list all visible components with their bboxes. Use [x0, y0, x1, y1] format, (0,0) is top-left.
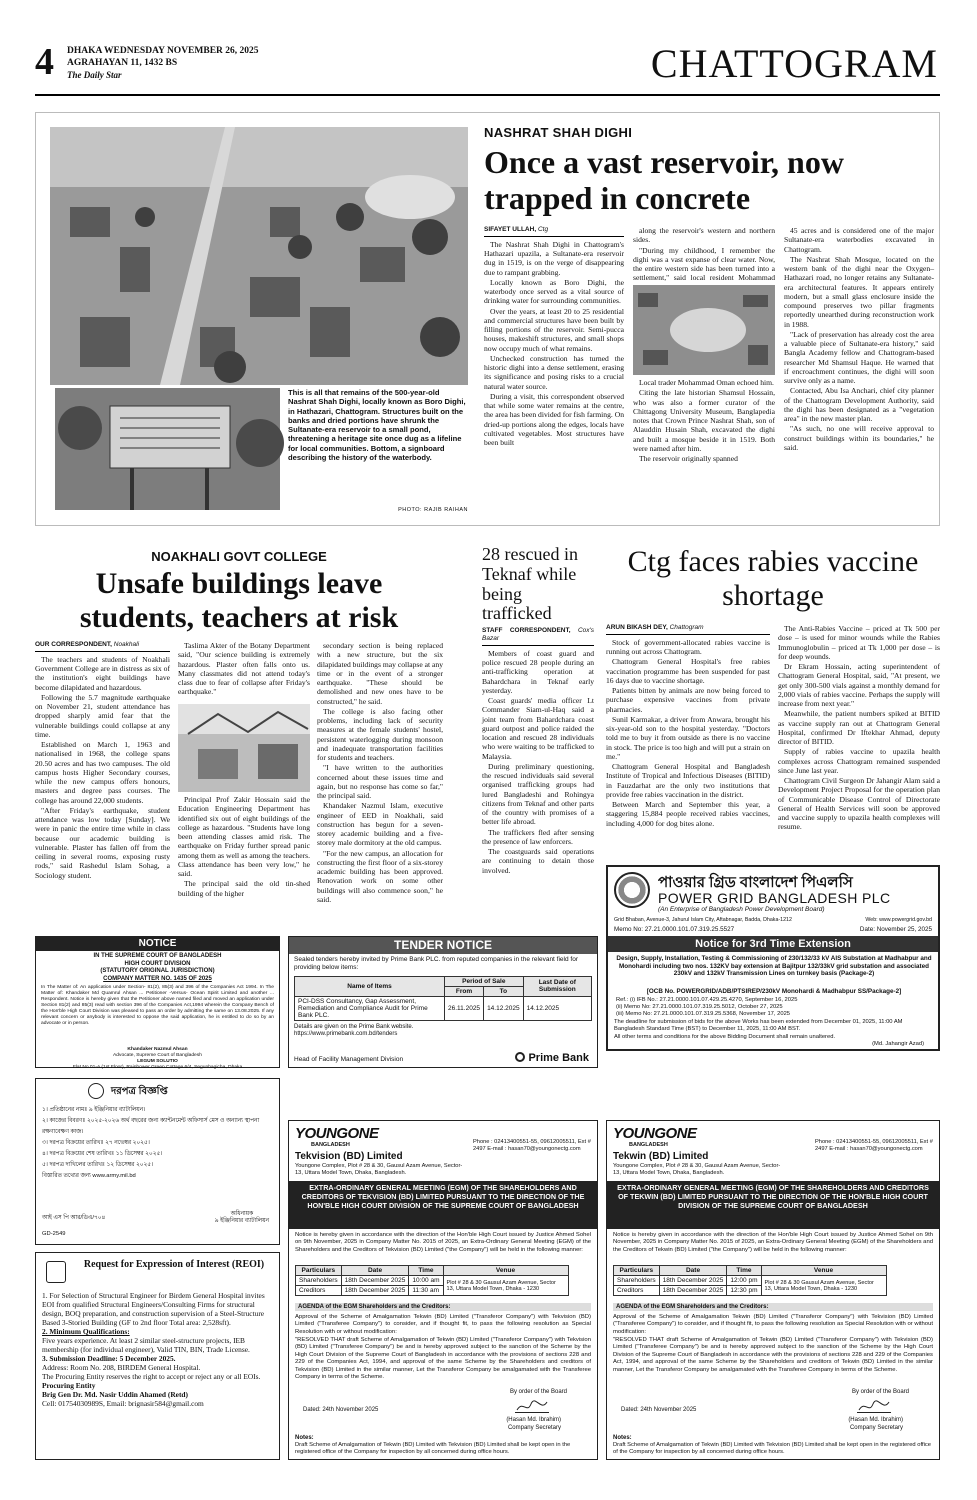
egm-col-venue: Venue	[761, 1266, 886, 1276]
college-kicker: NOAKHALI GOVT COLLEGE	[151, 549, 327, 564]
college-paragraph: Established on March 1, 1963 and nationalised in 1968, the college spans 20.50 acres and has two campuses. The old campus hosts Higher Secondary courses, while the new campus offers honours, masters and degree pass courses. The college has around 22,000 students.	[35, 740, 170, 805]
reoi-body	[42, 1291, 276, 1408]
reoi-item-1: 1. For Selection of Structural Engineer for Birdem General Hospital invites EOI from qualified Structural Engineers/Consulting Firms for structural design, BOQ preparation, and construction supervision of a Steel-Structure Based 3-Storied Building (GF to 2nd floor Total area: 2,528sft).	[42, 1291, 265, 1328]
egm-notes-title: Notes:	[295, 1435, 314, 1441]
reoi-notice	[35, 1252, 280, 1460]
power-grid-ad	[606, 865, 940, 1051]
lead-column-2-top	[633, 226, 775, 284]
table-row	[296, 1276, 569, 1286]
prime-bank-icon	[515, 1052, 525, 1062]
egm-designation: Company Secretary	[507, 1425, 561, 1431]
bangla-notice-line: ৪। দরপত্র বিক্রয়ের শেষ তারিখঃ ১১ ডিসেম্বর ২০২৫।	[42, 1151, 163, 1157]
college-paragraph: Following the 5.7 magnitude earthquake on November 21, student attendance has dropped sharply amid fear that the vulnerable buildings could collapse at any time.	[35, 692, 170, 739]
tender-last-date: 14.12.2025	[523, 996, 591, 1020]
tender-from: 26.11.2025	[445, 996, 484, 1020]
lead-paragraph: The Nashrat Shah Dighi in Chattogram's Hathazari upazila, a Sultanate-era reservoir dug in 1519, is on the verge of disappearing due to rampant grabbing.	[484, 239, 624, 277]
bangla-notice-line: বিস্তারিত তথ্যের জন্য www.army.mil.bd	[42, 1173, 136, 1179]
power-grid-website[interactable]: Web: www.powergrid.gov.bd	[865, 917, 932, 923]
college-byline: OUR CORRESPONDENT, Noakhali	[35, 641, 170, 652]
reoi-item-2: Five years experience. At least 2 similar steel-structure projects, IEB membership (for individual engineer), Valid TIN, BIN, Trade License.	[42, 1336, 250, 1355]
power-grid-company: POWER GRID BANGLADESH PLC	[658, 890, 891, 906]
egm-designation: Company Secretary	[849, 1425, 903, 1431]
egm-venue: Plot # 28 & 30 Gausul Azam Avenue, Sector 13, Uttara Model Town, Dhaka - 1230	[443, 1276, 568, 1296]
youngone-brand: YOUNGONE	[295, 1125, 379, 1142]
rabies-headline: Ctg faces rabies vaccine shortage	[627, 545, 919, 612]
header-rule	[35, 94, 940, 96]
tender-title: TENDER NOTICE	[289, 937, 597, 954]
egm-col-particulars: Particulars	[296, 1266, 342, 1276]
bangla-notice-line: ৫। দরপত্র দাখিলের তারিখঃ ১২ ডিসেম্বর ২০২৫।	[42, 1162, 154, 1168]
reoi-title: Request for Expression of Interest (REOI)	[83, 1259, 265, 1270]
power-grid-logo-icon	[614, 872, 650, 908]
egm-signatory: (Hasan Md. Ibrahim)	[848, 1417, 903, 1423]
egm-notes: Draft Scheme of Amalgamation of Tekwin (BD) Limited with Tekvision (BD) Limited shall be kept open in the registered office of the Company for inspection by all concerned during office hours.	[613, 1442, 932, 1455]
bangla-notice-lines	[42, 1105, 276, 1182]
teknaf-body	[482, 627, 594, 931]
lead-paragraph: Citing the late historian Shamsul Hossain, who was also a former curator of the Chittagong University Museum, Banglapedia notes that Crown Prince Nashrat Shah, son of Alauddin Husain Shah, excavated the dighi and built a mosque beside it in 1519. Both were named after him.	[633, 388, 775, 453]
college-paragraph: "After Friday's earthquake, student attendance was low today [Sunday]. We were in panic the entire time while in class because our academic building is vulnerable. Plaster has fallen off from the ceiling in several rooms, exposing rusty rods," said Rashedul Islam Sohag, a Sociology student.	[35, 805, 170, 880]
teknaf-paragraph: The coastguards said operations are continuing to detain those involved.	[482, 847, 594, 875]
college-paragraph: "I have written to the authorities concerned about these issues time and again, but no response has come so far," the principal said.	[317, 763, 443, 800]
tender-notice	[288, 936, 598, 1068]
egm-cell: Shareholders	[296, 1276, 342, 1286]
college-column-3	[317, 641, 443, 931]
rabies-paragraph: Patients bitten by animals are now being forced to purchase expensive vaccines from private pharmacies.	[606, 686, 770, 714]
bangla-notice-title: দরপত্র বিজ্ঞপ্তি	[111, 1086, 168, 1097]
reoi-contact-name: Brig Gen Dr. Md. Nasir Uddin Ahamed (Retd)	[42, 1390, 188, 1400]
signature-icon	[515, 1399, 549, 1413]
youngone-logo	[613, 1125, 697, 1148]
rabies-paragraph: Between March and September this year, a staggering 15,884 people received rabies vaccines, including 4,000 for dog bites alone.	[606, 800, 770, 828]
aerial-photo	[50, 127, 468, 385]
bangla-notice-line: ১। প্রতিষ্ঠানের নামঃ ৯ ইঞ্জিনিয়ার ব্যাটালিয়ন।	[42, 1107, 146, 1113]
egm-resolution: "RESOLVED THAT draft Scheme of Amalgamation of Tekwin (BD) Limited ("Transferor Company") with Tekvision (BD) Limited ("Transferee Company") be and is hereby approved subject to the sanction of the Scheme by the High Court Division of the Supreme Court of Bangladesh in accordance with the provisions of sections 228 and 229 of the Companies Act, 1994, and approval of the same Scheme by the Shareholders and creditors of Tekwin (BD) Limited in the similar manner, Let the Transferor Company be amalgamated with the Transferee Company in terms of the Scheme.	[613, 1337, 933, 1373]
egm-venue: Plot # 28 & 30 Gausul Azam Avenue, Sector 13, Uttara Model Town, Dhaka - 1230	[761, 1276, 886, 1296]
egm-notes-title: Notes:	[613, 1435, 632, 1441]
egm-company-name: Tekwin (BD) Limited	[613, 1151, 709, 1162]
teknaf-paragraph: Coast guards' media officer Lt Commander Siam-ul-Haq said a joint team from Bahardchara coast guard outpost and police raided the location and rescued 28 individuals who were waiting to be trafficked to Malaysia.	[482, 696, 594, 761]
advocate-role: Advocate, Supreme Court of Bangladesh	[113, 1052, 202, 1058]
rabies-paragraph: Chattogram General Hospital and Bangladesh Institute of Tropical and Infectious Diseases (BITID) in Fauzdarhat are the only two institutions that provide free rabies vaccination in the district.	[606, 762, 770, 799]
lead-byline: SIFAYET ULLAH, Ctg	[484, 226, 624, 237]
college-column-2-bottom	[178, 795, 310, 931]
college-column-2-top	[178, 641, 310, 703]
egm-notice-text: Notice is hereby given in accordance with the direction of the Hon'ble High Court issued by Justice Ahmed Sohel on 9th November, 2025 in Company Matter No. 2015 of 2025, an Extra-Ordinary General Meeting (EGM) of the Shareholders and the Creditors of Tekvision (BD) Limited ("the Company") will be held in the following manner:	[295, 1232, 591, 1253]
lead-paragraph: Locally known as Boro Dighi, the waterbody once served as a vital source of drinking water for surrounding communities.	[484, 277, 624, 306]
tender-col-from: From	[445, 986, 484, 996]
egm-cell: 18th December 2025	[341, 1276, 409, 1286]
college-paragraph: "For the new campus, an allocation for constructing the first floor of a six-storey academic building has been approved. Renovation work on some other buildings will also commence soon," he said.	[317, 848, 443, 904]
college-paragraph: The principal said the old tin-shed building of the higher	[178, 879, 310, 898]
power-grid-refs	[616, 997, 936, 1019]
egm-banner: EXTRA-ORDINARY GENERAL MEETING (EGM) OF THE SHAREHOLDERS AND CREDITORS OF TEKVISION (BD) LIMITED PURSUANT TO THE DIRECTION OF THE HON'BLE HIGH COURT DIVISION OF THE SUPREME COURT OF BANGLADESH	[289, 1181, 597, 1229]
rabies-paragraph: Meanwhile, the patient numbers spiked at BITID as vaccine supply ran out at Chattogram General Hospital, confirmed Dr Iftekhar Ahmad, deputy director of BITID.	[778, 709, 940, 746]
egm-col-particulars: Particulars	[614, 1266, 660, 1276]
reoi-item-3: 3. Submission Deadline: 5 December 2025.	[42, 1354, 176, 1364]
page-header	[35, 42, 940, 90]
lead-paragraph: "Lack of preservation has already cost the area a valuable piece of Sultanate-era history," said Bangla Academy fellow and Chattogram-based researcher Md Shamsul Haque. He warned that if encroachment continues, the dighi will soon survive only as a name.	[784, 329, 934, 385]
section-title: CHATTOGRAM	[650, 41, 938, 86]
tender-intro: Sealed tenders hereby invited by Prime Bank PLC. from reputed companies in the relevant field for providing below items:	[294, 956, 578, 971]
egm-board-order: By order of the Board	[509, 1389, 567, 1395]
power-grid-date: Date: November 25, 2025	[859, 926, 932, 933]
reoi-address: Address: Room No. 208, BIRDEM General Hospital.	[42, 1363, 201, 1373]
lead-paragraph: During a visit, this correspondent observed that while some water remains at the centre, the area has been divided for fish farming. On dried-up portions along the edges, locals have cultivated vegetables. Most structures have been built	[484, 391, 624, 448]
power-grid-address: Grid Bhaban, Avenue-3, Jahurul Islam City, Aftabnagar, Badda, Dhaka-1212	[614, 917, 792, 923]
power-grid-ref: (ii) Memo No: 27.21.0000.101.07.319.25.5012, October 27, 2025	[616, 1004, 783, 1011]
dighi-inset-photo	[633, 285, 775, 375]
power-grid-bangla-name: পাওয়ার গ্রিড বাংলাদেশ পিএলসি	[658, 874, 853, 891]
egm-company-address: Youngone Complex, Plot # 28 & 30, Gausul Azam Avenue, Sector- 13, Uttara Model Town, Dhaka, Bangladesh.	[613, 1163, 781, 1177]
power-grid-ref: (iii) Memo No: 27.21.0000.101.07.319.25.5368, November 17, 2025	[616, 1011, 791, 1018]
signature-scribble	[857, 1400, 891, 1414]
egm-notes: Draft Scheme of Amalgamation of Tekwin (BD) Limited with Tekvision (BD) Limited shall be kept open in the registered office of the Company for inspection by all concerned during office hours.	[295, 1442, 571, 1455]
court-heading	[36, 951, 279, 983]
power-grid-notice-title: Notice for 3rd Time Extension	[608, 936, 938, 952]
egm-meeting-table	[295, 1265, 569, 1296]
tender-col-period: Period of Sale	[445, 976, 524, 986]
bangla-ref: আই এস পি আর/ডিএ/৭০৪	[42, 1215, 106, 1221]
page-number: 4	[35, 41, 54, 83]
power-grid-memo: Memo No: 27.21.0000.101.07.319.25.5527	[614, 926, 735, 933]
teknaf-paragraph: The traffickers fled after sensing the presence of law enforcers.	[482, 827, 594, 846]
law-firm-address: Flat No.01-A (1st Floor), Rainbower Green Cottage 6/4, Segunbagicha, Dhaka	[72, 1064, 243, 1070]
table-row	[295, 996, 592, 1020]
court-jurisdiction: (STATUTORY ORIGINAL JURISDICTION)	[100, 968, 215, 974]
rabies-paragraph: The Anti-Rabies Vaccine – priced at Tk 500 per dose – is used for minor wounds while the Rabies Immunoglobulin – priced at Tk 1,000 per dose – is for deep wounds.	[778, 624, 940, 661]
signature-scribble	[515, 1400, 549, 1414]
court-division: HIGH COURT DIVISION	[124, 960, 191, 967]
egm-meeting-table	[613, 1265, 887, 1296]
college-paragraph: secondary section is being replaced with a new structure, but the six dilapidated buildings may collapse at any time or in the event of a stronger earthquake. "These should be demolished and new ones have to be constructed," he said.	[317, 641, 443, 706]
bangla-date-line: AGRAHAYAN 11, 1432 BS	[67, 58, 178, 68]
photo-caption: This is all that remains of the 500-year-old Nashrat Shah Dighi, locally known as Boro Dighi, in Hathazari, Chattogram. Structures built on the banks and dried portions have shrunk the Sultanate-era reservoir to a small pond, threatening a heritage site once dug as a lifeline for local communities. Bottom, a signboard describing the history of the waterbody.	[288, 388, 466, 462]
court-advocate	[36, 1047, 279, 1071]
egm-col-date: Date	[659, 1266, 727, 1276]
college-headline: Unsafe buildings leave students, teachers at risk	[79, 567, 399, 634]
aerial-photo-illustration	[50, 127, 468, 385]
signboard-illustration	[55, 388, 280, 510]
egm-resolution: "RESOLVED THAT draft Scheme of Amalgamation of Tekwin (BD) Limited ("Transferor Company") with Tekvision (BD) Limited ("Transferee Company") be and is hereby approved subject to the sanction of the Scheme by the High Court Division of the Supreme Court of Bangladesh in accordance with the provisions of sections 228 and 229 of the Companies Act, 1994, and approval of the same Scheme by the Shareholders and creditors of Tekvision (BD) Limited in the similar manner, Let the Transferor Company be amalgamated with the Transferee Company in terms of the Scheme.	[295, 1337, 591, 1380]
egm-tekwin-ad	[606, 1120, 940, 1460]
tender-item: PCI-DSS Consultancy, Gap Assessment, Remediation and Compliance Audit for Prime Bank PLC.	[295, 996, 445, 1020]
bangla-signatory	[215, 1211, 269, 1225]
egm-company-contact: Phone : 02413400551-55, 09612005511, Ext # 2497 E-mail : hasan70@youngonectg.com	[473, 1139, 591, 1153]
prime-bank-logo	[515, 1052, 589, 1064]
rabies-paragraph: Chattogram General Hospital's free rabies vaccination programme has been suspended for past 16 days due to vaccine shortage.	[606, 657, 770, 685]
lead-paragraph: The reservoir originally spanned	[639, 454, 738, 463]
bangla-notice-line: ৩। দরপত্র বিক্রয়ের তারিখঃ ২৭ নভেম্বর ২০২৫।	[42, 1140, 150, 1146]
egm-cell: 12:00 pm	[727, 1276, 761, 1286]
tender-to: 14.12.2025	[484, 996, 524, 1020]
rabies-column-2	[778, 624, 940, 862]
reoi-contact[interactable]: Cell: 01754030989S, Email: brignasir584@gmail.com	[42, 1399, 204, 1409]
egm-dated: Dated: 24th November 2025	[621, 1407, 697, 1413]
lead-paragraph: Contacted, Abu Isa Anchari, chief city planner of the Chattogram Development Authority, said the dighi has been designated as a "vegetation area" in the new master plan.	[784, 386, 934, 423]
court-notice	[35, 936, 280, 1068]
egm-cell: Shareholders	[614, 1276, 660, 1286]
tender-table	[294, 976, 592, 1021]
college-paragraph: The teachers and students of Noakhali Government College are in distress as six of the institution's eight buildings have become dilapidated and hazardous.	[35, 654, 170, 692]
court-name: IN THE SUPREME COURT OF BANGLADESH	[93, 953, 222, 959]
egm-agenda-title: AGENDA of the EGM Shareholders and the Creditors:	[295, 1303, 591, 1311]
lead-paragraph: "During my childhood, I remember the dighi was a vast expanse of clear water. Now, the entire western side has been turned into a settlement," said local resident Mohammad	[633, 245, 775, 283]
egm-company-address: Youngone Complex, Plot # 28 & 30, Gausul Azam Avenue, Sector- 13, Uttara Model Town, Dhaka, Bangladesh.	[295, 1163, 463, 1177]
college-column-1	[35, 641, 170, 931]
company-matter: COMPANY MATTER NO. 1435 OF 2025	[103, 975, 212, 982]
lead-paragraph: "As such, no one will receive approval to construct buildings within its boundaries," he said.	[784, 424, 934, 452]
publication-name: The Daily Star	[67, 70, 122, 80]
lead-column-3	[784, 226, 934, 522]
tender-signatory: Head of Facility Management Division	[294, 1056, 404, 1063]
rabies-paragraph: Supply of rabies vaccine to upazila health complexes across Chattogram remained suspended since June last year.	[778, 747, 940, 775]
lead-paragraph: Unchecked construction has turned the historic dighi into a dense settlement, erasing its significance and posing risks to a crucial natural water source.	[484, 353, 624, 391]
egm-cell: 11:30 am	[409, 1286, 443, 1296]
egm-tekvision-ad	[288, 1120, 598, 1460]
ceiling-illustration	[178, 704, 310, 792]
egm-agenda: Approval of the Scheme of Amalgamation Tekwin (BD) Limited ("Transferor Company") with Tekvision (BD) Limited ("Transferee Company") to consider, and if thought fit, to pass the following resolution as Special Resolution with or without modification:	[613, 1314, 933, 1335]
egm-company-name: Tekvision (BD) Limited	[295, 1151, 403, 1162]
power-grid-ref: Ref.: (i) IFB No.: 27.21.0000.101.07.429.25.4270, September 16, 2025	[616, 997, 798, 1003]
lead-headline: Once a vast reservoir, now trapped in concrete	[484, 144, 844, 217]
tender-col-to: To	[484, 986, 524, 996]
teknaf-headline: 28 rescued in Teknaf while being trafficked	[482, 544, 578, 624]
lead-column-1	[484, 226, 624, 522]
birdem-logo-icon	[46, 1261, 66, 1283]
egm-notice-text: Notice is hereby given in accordance with the direction of the Hon'ble High Court issued by Justice Ahmed Sohel on 9th November, 2025 in Company Matter No. 2015 of 2025, an Extra-Ordinary General Meeting (EGM) of the Shareholders and the Creditors of Tekwin (BD) Limited ("the Company") will be held in the following manner:	[613, 1232, 933, 1253]
advocate-name: Khandaker Nazmul Ahsan	[127, 1047, 188, 1052]
power-grid-extension: The deadline for submission of bids for the above Works has been extended from December 01, 2025, 11:00 AM Bangladesh Standard Time (BST) to December 11, 2025, 11:00 AM BST.	[614, 1019, 903, 1032]
egm-banner: EXTRA-ORDINARY GENERAL MEETING (EGM) OF THE SHAREHOLDERS AND CREDITORS OF TEKWIN (BD) LIMITED PURSUANT TO THE DIRECTION OF THE HON'BLE HIGH COURT DIVISION OF THE SUPREME COURT OF BANGLADESH	[607, 1181, 939, 1229]
college-ceiling-photo	[178, 704, 310, 792]
rabies-paragraph: Dr Ekram Hossain, acting superintendent of Chattogram General Hospital, said, "At present, we get only 300-500 vials against a monthly demand for 2,000 vials of rabies vaccine. Perhaps the supply will increase from next year."	[778, 662, 940, 708]
egm-col-venue: Venue	[443, 1266, 568, 1276]
photo-credit: PHOTO: RAJIB RAIHAN	[398, 507, 468, 513]
reoi-reserve: The Procuring Entity reserves the right to accept or reject any or all EOIs.	[42, 1372, 261, 1382]
court-body: In The Matter of: An application under Section- 81(2), 85(3) and 396 of the Companies Act 1994. In The Matter of: Khandaker Md Quamrul Ahsan ... Petitioner -Versus- Ocean Spirit Limited and another ... Respondent. Notice is hereby given that the Petitioner above named filed and moved an application under Section 81(2) and 85(3) read with section 396 of the Companies Act,1994 wherein the Company Bench of the Hon'ble High Court Division was pleased to pass an order by admitting the same on 13.08.2025. If any relevant concern or anybody is interested to oppose the said application, he is entitled to do so by an advocate or in person.	[41, 985, 274, 1026]
egm-dated: Dated: 24th November 2025	[303, 1407, 379, 1413]
egm-cell: Creditors	[296, 1286, 342, 1296]
tender-col-items: Name of Items	[295, 976, 445, 996]
lead-paragraph: The Nashrat Shah Mosque, located on the western bank of the dighi near the Oxygen–Hathazari road, no longer retains any Sultanate-era architectural features. It appears entirely modern, but a small glass enclosure inside the compound preserves two pillar fragments reportedly unearthed during reconstruction work in 1988.	[784, 254, 934, 329]
teknaf-byline: STAFF CORRESPONDENT, Cox's Bazar	[482, 627, 594, 646]
power-grid-terms: All other terms and conditions for the above Bidding Document shall remain unaltered.	[614, 1034, 836, 1040]
college-paragraph: Taslima Akter of the Botany Department said, "Our science building is extremely hazardous. Plaster often falls onto us. Many classmates did not attend today's class due to fear of collapse after Friday's earthquake."	[178, 641, 310, 697]
date-line: DHAKA WEDNESDAY NOVEMBER 26, 2025	[67, 46, 259, 56]
tender-details[interactable]: Details are given on the Prime Bank website. https://www.primebank.com.bd/tenders	[294, 1023, 414, 1037]
college-paragraph: Khandaker Nazmul Islam, executive engineer of EED in Noakhali, said construction has begun for a seven-storey academic building and a five-storey male dormitory at the old campus.	[317, 801, 443, 848]
court-notice-title: NOTICE	[36, 937, 279, 951]
army-crest-icon	[88, 1083, 104, 1099]
egm-signatory: (Hasan Md. Ibrahim)	[506, 1417, 561, 1423]
signature-icon	[857, 1399, 891, 1413]
egm-agenda: Approval of the Scheme of Amalgamation Tekwin (BD) Limited ("Transferor Company") with Tekvision (BD) Limited ("Transferee Company") to consider, and if thought fit, to pass the following resolution as Special Resolution with or without modification:	[295, 1314, 591, 1335]
lead-paragraph: along the reservoir's western and northern sides.	[633, 226, 775, 245]
reoi-item-2-title: 2. Minimum Qualifications:	[42, 1327, 130, 1337]
egm-cell: 18th December 2025	[341, 1286, 409, 1296]
bangla-tender-notice	[35, 1078, 280, 1245]
prime-bank-name: Prime Bank	[528, 1052, 589, 1064]
rabies-column-1	[606, 624, 770, 862]
reoi-procuring-entity: Procuring Entity	[42, 1381, 96, 1391]
egm-col-time: Time	[409, 1266, 443, 1276]
rabies-byline: ARUN BIKASH DEY, Chattogram	[606, 624, 770, 635]
bangla-notice-line: ২। কাজের বিবরণঃ ২০২৫-২০২৬ অর্থ বছরের জন্য ক্যান্টনমেন্ট অফিসার্স মেস ও অন্যান্য স্থাপনা রক্ষণাবেক্ষণ কাজ।	[42, 1118, 260, 1135]
power-grid-signatory: (Md. Jahangir Azad)	[872, 1041, 924, 1047]
egm-cell: 18th December 2025	[659, 1276, 727, 1286]
youngone-logo	[295, 1125, 379, 1148]
lead-paragraph: 45 acres and is considered one of the major Sultanate-era waterbodies excavated in Chattogram.	[784, 226, 934, 254]
egm-cell: 18th December 2025	[659, 1286, 727, 1296]
tender-col-last-date: Last Date of Submission	[523, 976, 591, 996]
youngone-sub: BANGLADESH	[629, 1142, 668, 1148]
youngone-brand: YOUNGONE	[613, 1125, 697, 1142]
bangla-signatory-unit: ৯ ইঞ্জিনিয়ার ব্যাটালিয়ন	[214, 1218, 269, 1225]
teknaf-paragraph: Members of coast guard and police rescued 28 people during an anti-trafficking operation at Bahardchara in Teknaf early yesterday.	[482, 648, 594, 695]
lead-kicker: NASHRAT SHAH DIGHI	[484, 125, 633, 140]
lead-paragraph: Over the years, at least 20 to 25 residential and commercial structures have been built by filling portions of the reservoir. Semi-pucca houses, makeshift structures, and small shops now occupy much of what remains.	[484, 306, 624, 353]
bangla-code: GD-2549	[42, 1231, 66, 1237]
table-row	[614, 1276, 887, 1286]
egm-agenda-title: AGENDA of the EGM Shareholders and the Creditors:	[613, 1303, 933, 1311]
egm-company-contact: Phone : 02413400551-55, 09612005511, Ext # 2497 E-mail : hasan70@youngonectg.com	[815, 1139, 933, 1153]
power-grid-work: Design, Supply, Installation, Testing & Commissioning of 230/132/33 kV AIS Substation at Madhabpur and Monohardi including two nos. 132KV bay extension at Bajitpur 132/33kV grid substation and associated 230kV and 132kV Transmission Lines on turnkey basis (Package-2)	[616, 955, 932, 978]
college-paragraph: The college is also facing other problems, including lack of security measures at the female students' hostel, persistent waterlogging during monsoon and inadequate transportation facilities for students and teachers.	[317, 706, 443, 762]
power-grid-subtitle: (An Enterprise of Bangladesh Power Development Board)	[658, 906, 825, 913]
egm-col-time: Time	[727, 1266, 761, 1276]
lead-paragraph: Local trader Mohammad Oman echoed him.	[639, 378, 774, 387]
egm-col-date: Date	[341, 1266, 409, 1276]
college-paragraph: Principal Prof Zakir Hossain said the Education Engineering Department has identified six out of eight buildings of the college as hazardous. "Students have long been attending classes amid risk. The earthquake on Friday further spread panic among them as well as among the teachers. Class attendance has been very low," he said.	[178, 795, 310, 878]
teknaf-paragraph: During preliminary questioning, the rescued individuals said several organised trafficking groups had lured Bangladeshi and Rohingya citizens from Teknaf and other parts of the country with promises of a better life abroad.	[482, 761, 594, 827]
egm-cell: Creditors	[614, 1286, 660, 1296]
dighi-inset-illustration	[633, 285, 775, 375]
egm-cell: 12:30 pm	[727, 1286, 761, 1296]
rabies-paragraph: Chattogram Civil Surgeon Dr Jahangir Alam said a Development Project Proposal for the operation plan of Communicable Disease Control of Directorate General of Health Services will soon be approved and vaccine supply to upazila health complexes will resume.	[778, 776, 940, 832]
egm-cell: 10:00 am	[409, 1276, 443, 1286]
lead-column-2-bottom	[633, 378, 775, 522]
power-grid-ocb: [OCB No. POWERGRID/ADB/PTSIREP/230kV Monohardi & Madhabpur SS/Package-2]	[646, 988, 902, 995]
bangla-signatory-title: অধিনায়ক	[230, 1211, 254, 1217]
law-firm: LEGUM SOLUTIO	[137, 1058, 178, 1064]
egm-board-order: By order of the Board	[851, 1389, 909, 1395]
youngone-sub: BANGLADESH	[311, 1142, 350, 1148]
rabies-paragraph: Stock of government-allocated rabies vaccine is running out across Chattogram.	[606, 637, 770, 657]
signboard-photo	[55, 388, 280, 510]
rabies-paragraph: Sunil Karmakar, a driver from Anwara, brought his six-year-old son to the hospital yesterday. "Doctors told me to buy it from outside as there is no vaccine in stock. The price is too high and will put a strain on me."	[606, 714, 770, 761]
